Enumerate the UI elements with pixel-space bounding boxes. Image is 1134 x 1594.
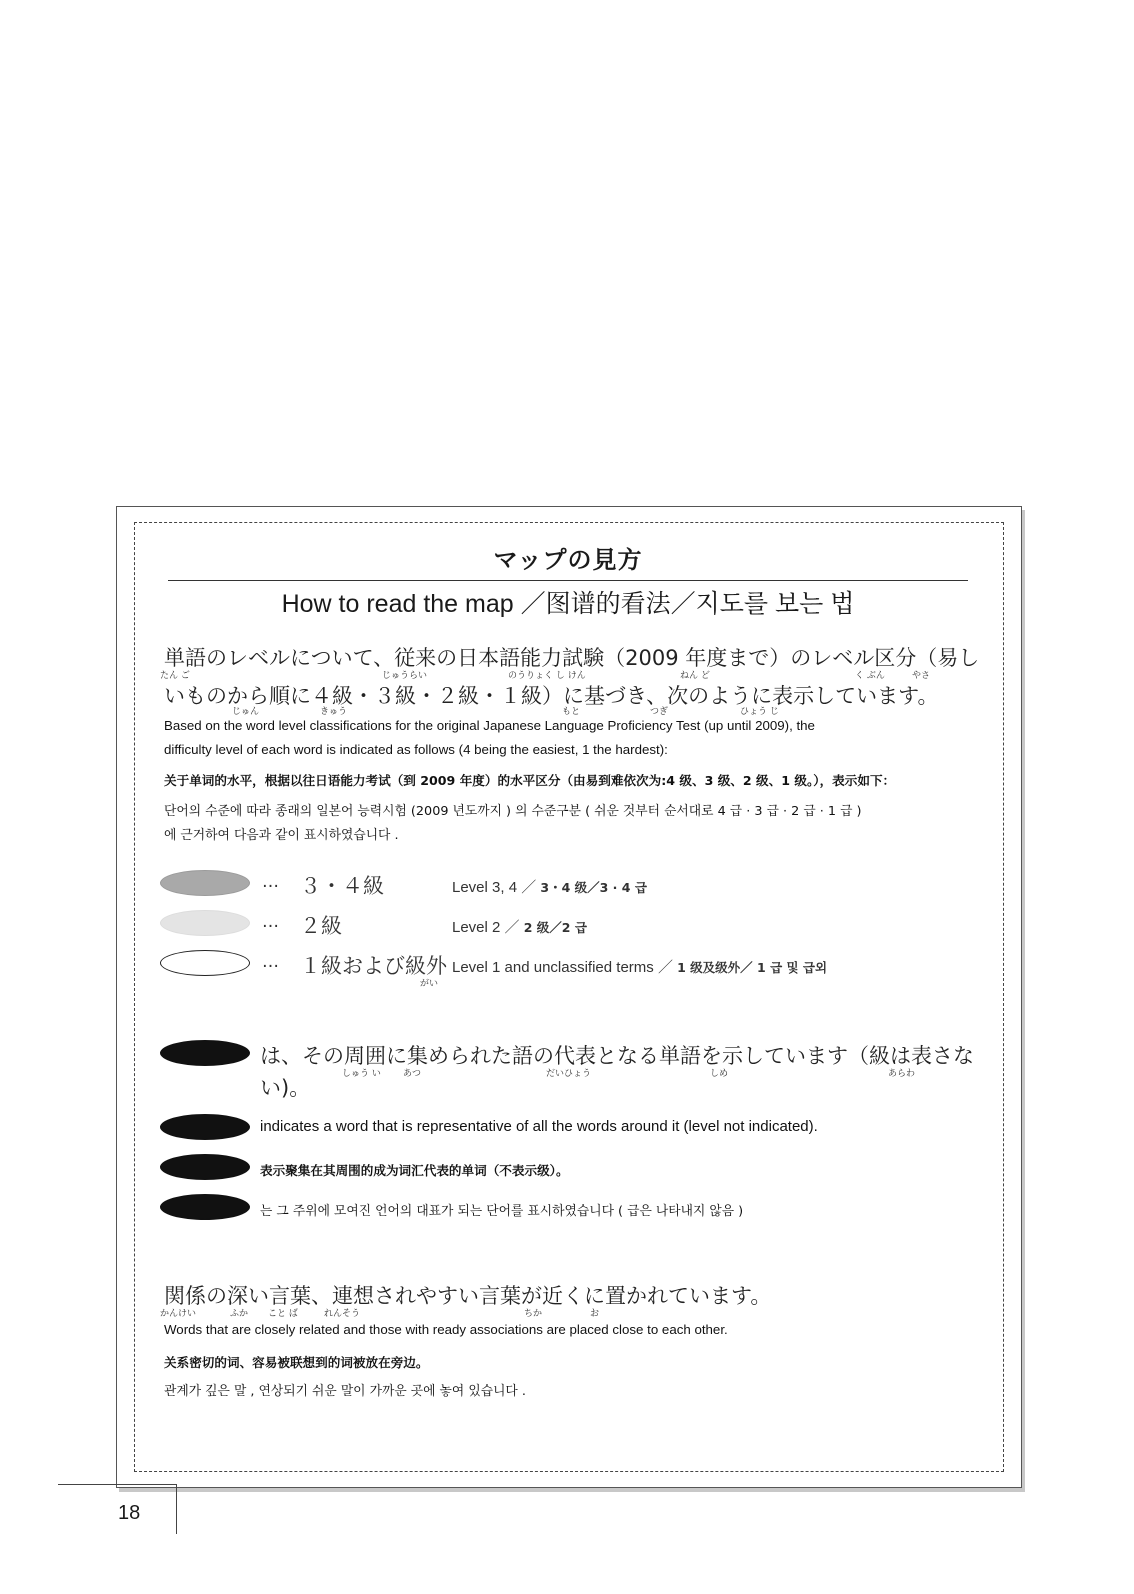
representative-jp-line-1: は、その周囲に集められた語の代表となる単語を示しています（級は表さな <box>260 1044 974 1068</box>
page-number-rule-horizontal <box>58 1484 176 1485</box>
representative-jp-line-2: い)。 <box>260 1076 311 1100</box>
ruby: のうりょく し けん <box>508 671 586 681</box>
level-3-4-desc: Level 3, 4 ／ 3・4 级／3 · 4 급 <box>452 879 647 896</box>
ruby: しめ <box>710 1069 729 1079</box>
ruby: ふか <box>230 1309 249 1319</box>
level-3-4-swatch <box>160 870 250 896</box>
legend-dots: … <box>262 912 279 932</box>
level-2-swatch <box>160 910 250 936</box>
ruby: れんそう <box>324 1309 361 1319</box>
ruby: きゅう <box>320 707 348 717</box>
ruby: もと <box>562 707 581 717</box>
intro-zh: 关于单词的水平，根据以往日语能力考试（到 2009 年度）的水平区分（由易到难依次为:4 级、3 级、2 级、1 级。），表示如下： <box>164 773 896 788</box>
page-number-rule-vertical <box>176 1484 177 1534</box>
ruby: じゅん <box>232 707 260 717</box>
page-title: マップの見方 <box>493 546 643 574</box>
ruby: やさ <box>912 671 931 681</box>
intro-ko-line-1: 단어의 수준에 따라 종래의 일본어 능력시험 (2009 년도까지 ) 의 수준구분 ( 쉬운 것부터 순서대로 4 급 · 3 급 · 2 급 · 1 급 ) <box>164 804 862 819</box>
ruby: あらわ <box>888 1069 916 1079</box>
intro-jp-line-2: いものから順に４級・３級・２級・１級）に基づき、次のように表示しています。 <box>164 684 939 708</box>
ruby: こと ば <box>268 1309 298 1319</box>
closing-zh: 关系密切的词、容易被联想到的词被放在旁边。 <box>164 1355 429 1370</box>
ruby: しゅう い <box>342 1069 381 1079</box>
title-divider <box>168 580 968 581</box>
ruby: かんけい <box>160 1309 197 1319</box>
ruby: ねん ど <box>680 671 710 681</box>
legend-dots: … <box>262 872 279 892</box>
closing-jp: 関係の深い言葉、連想されやすい言葉が近くに置かれています。 <box>164 1284 772 1308</box>
representative-swatch-zh <box>160 1154 250 1180</box>
representative-swatch-ko <box>160 1194 250 1220</box>
closing-ko: 관계가 깊은 말 , 연상되기 쉬운 말이 가까운 곳에 놓여 있습니다 . <box>164 1384 526 1399</box>
intro-en-line-2: difficulty level of each word is indicated as follows (4 being the easiest, 1 the hardest): <box>164 742 668 757</box>
representative-swatch-en <box>160 1114 250 1140</box>
ruby: く ぶん <box>855 671 885 681</box>
level-2-label: ２級 <box>300 914 342 938</box>
representative-ko: 는 그 주위에 모여진 언어의 대표가 되는 단어를 표시하였습니다 ( 급은 나타내지 않음 ) <box>260 1204 744 1219</box>
representative-zh: 表示聚集在其周围的成为词汇代表的单词（不表示级）。 <box>260 1163 569 1178</box>
intro-jp-line-1: 単語のレベルについて、従来の日本語能力試験（2009 年度まで）のレベル区分（易し <box>164 646 980 670</box>
ruby: たん ご <box>160 671 190 681</box>
page-subtitle: How to read the map ／图谱的看法／지도를 보는 법 <box>281 590 855 618</box>
page-number: 18 <box>118 1502 141 1524</box>
level-1-label: １級および級外 <box>300 954 447 978</box>
level-1-swatch <box>160 950 250 976</box>
legend-dots: … <box>262 952 279 972</box>
closing-en: Words that are closely related and those with ready associations are placed close to each other. <box>164 1322 728 1337</box>
representative-swatch-jp <box>160 1040 250 1066</box>
level-2-desc: Level 2 ／ 2 级／2 급 <box>452 919 587 936</box>
level-1-desc: Level 1 and unclassified terms ／ 1 级及级外／ 1 급 및 급외 <box>452 959 828 976</box>
representative-en: indicates a word that is representative of all the words around it (level not indicated). <box>260 1118 818 1135</box>
ruby: つぎ <box>650 707 669 717</box>
ruby: だいひょう <box>546 1069 592 1079</box>
ruby: ちか <box>524 1309 543 1319</box>
ruby: ひょう じ <box>740 707 779 717</box>
ruby: あつ <box>403 1069 422 1079</box>
intro-ko-line-2: 에 근거하여 다음과 같이 표시하였습니다 . <box>164 828 399 843</box>
ruby: お <box>590 1309 600 1319</box>
ruby: がい <box>420 979 439 989</box>
level-3-4-label: ３・４級 <box>300 874 384 898</box>
ruby: じゅうらい <box>382 671 428 681</box>
intro-en-line-1: Based on the word level classifications for the original Japanese Language Proficiency Test (up until 2009), the <box>164 718 815 733</box>
